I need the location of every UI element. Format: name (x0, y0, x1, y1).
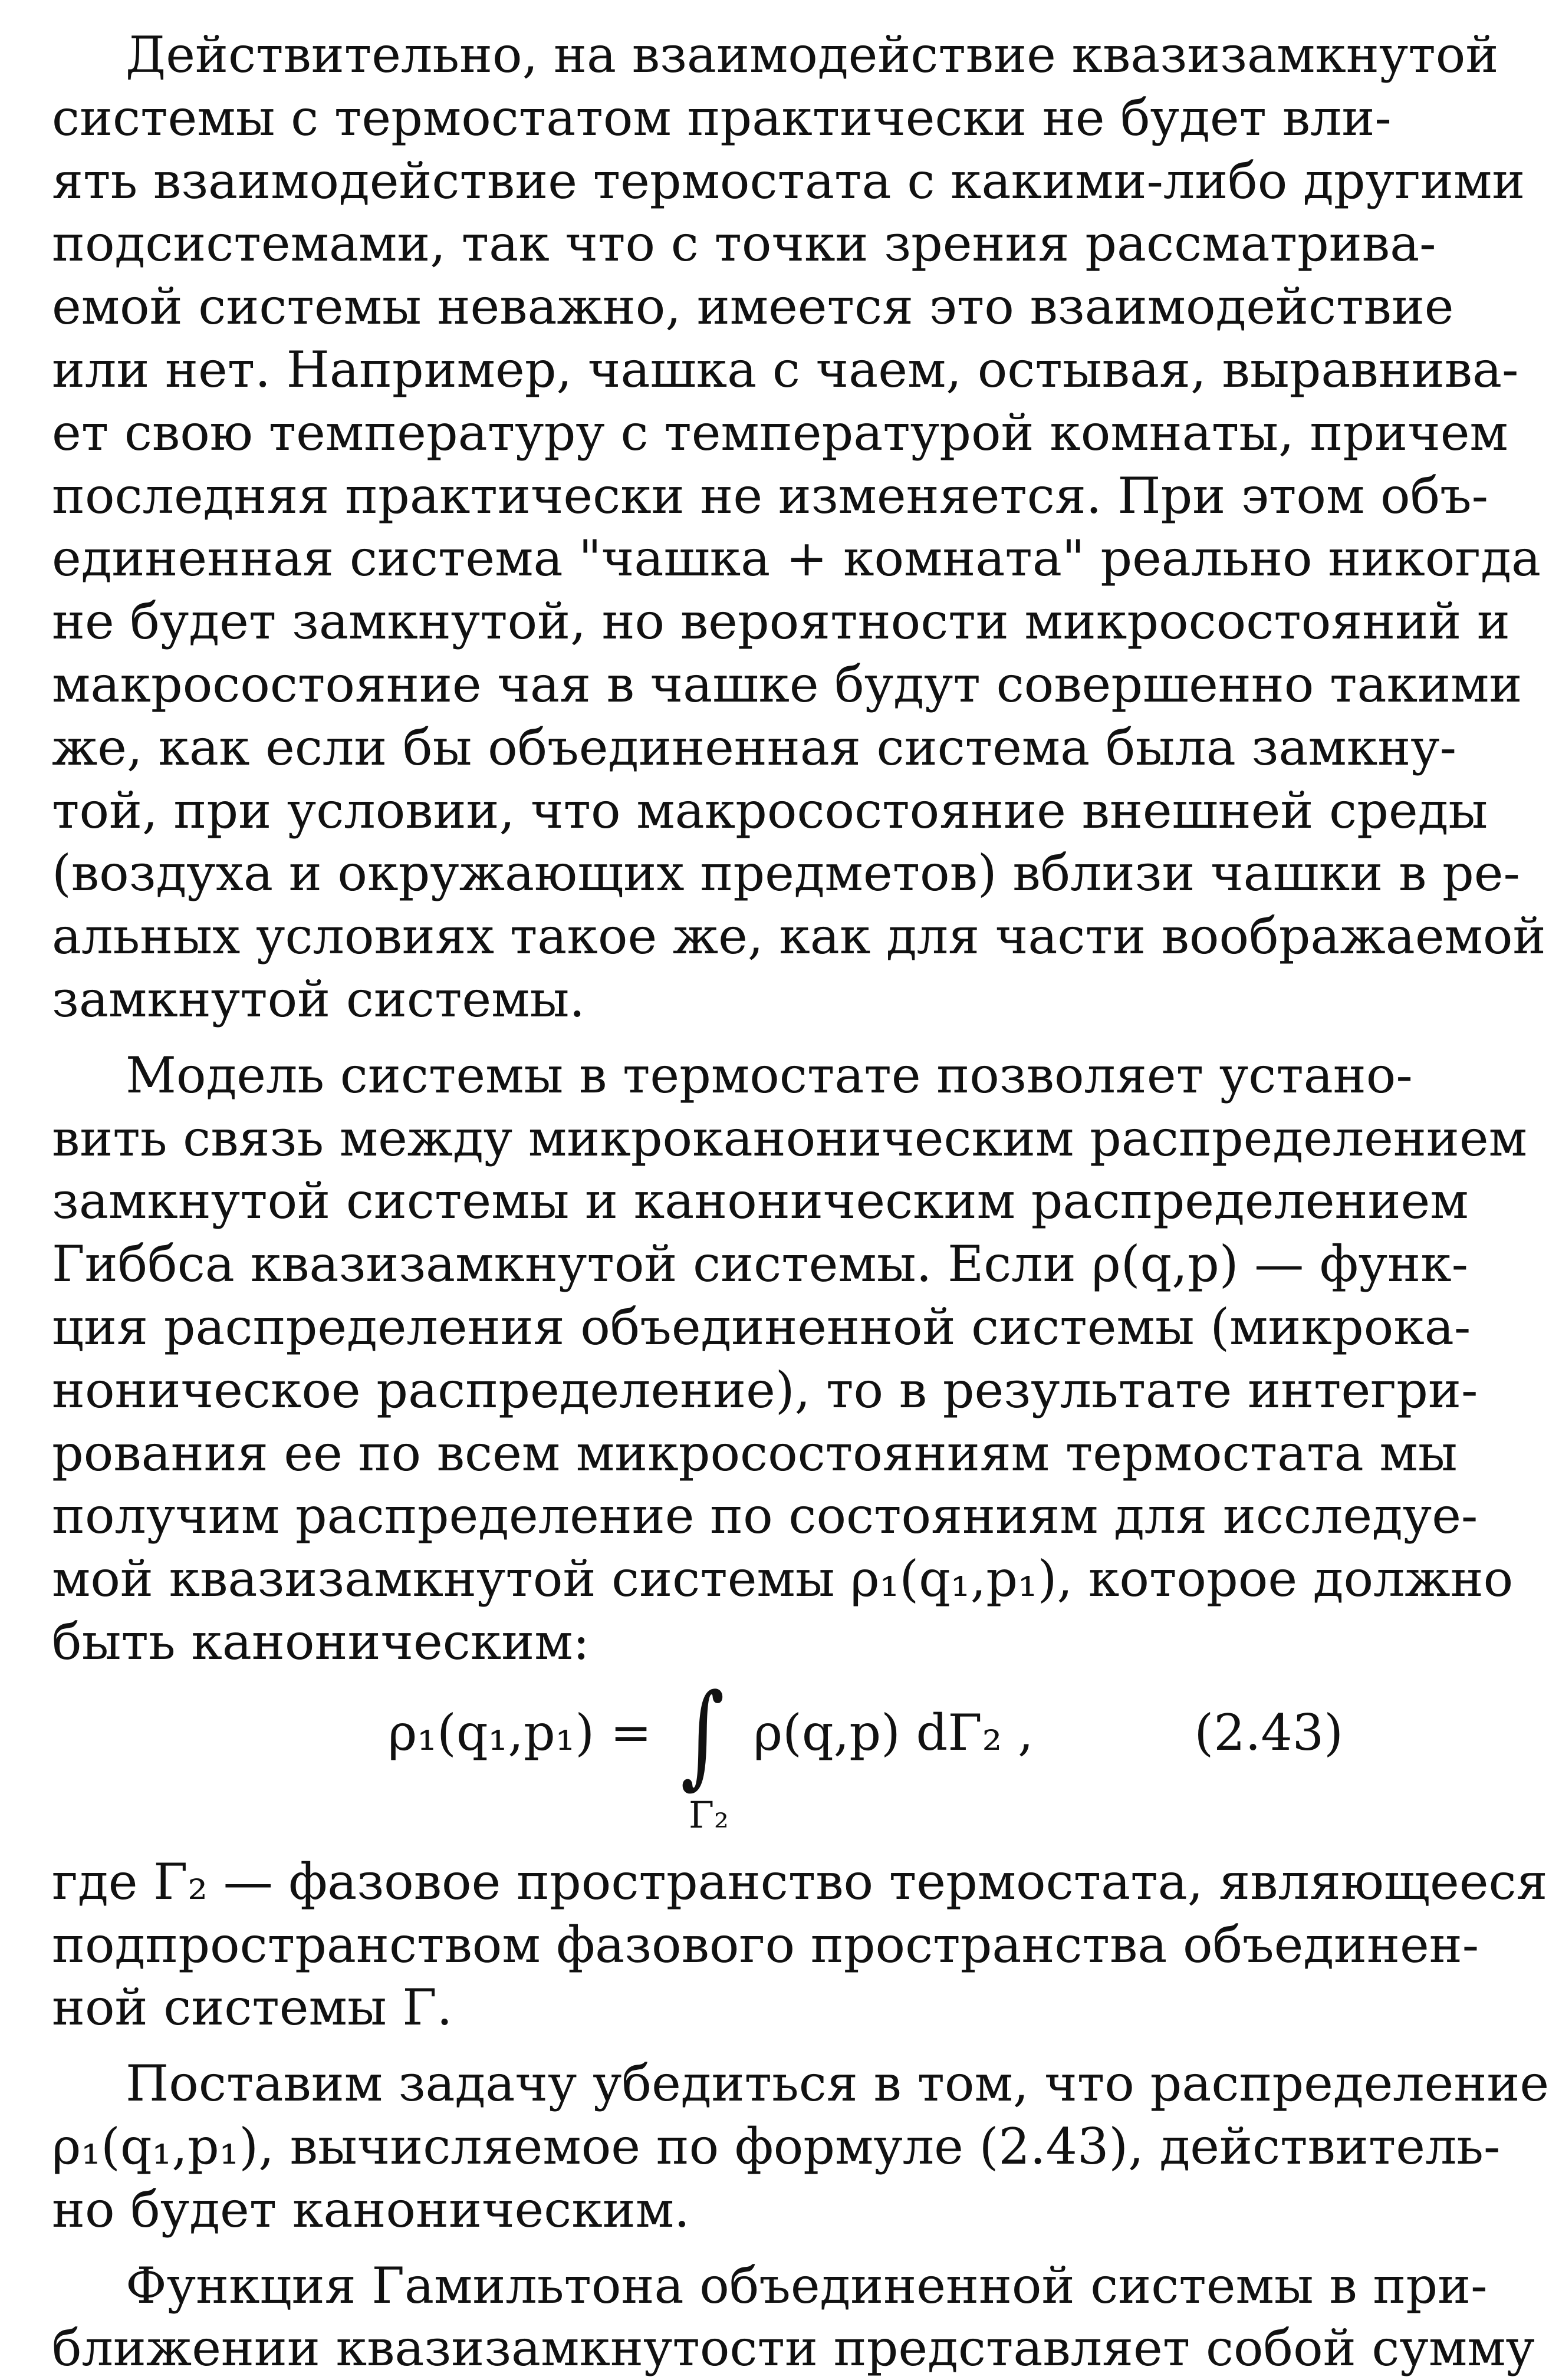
text-line: рования ее по всем микросостояниям термостата мы (52, 1422, 1343, 1485)
text-line: подсистемами, так что с точки зрения рассматрива- (52, 212, 1343, 275)
text-line: но будет каноническим. (52, 2178, 1343, 2241)
text-line: мой квазизамкнутой системы ρ₁(q₁,p₁), которое должно (52, 1548, 1343, 1611)
text-line: же, как если бы объединенная система была замкну- (52, 716, 1343, 779)
text-line: подпространством фазового пространства объединен- (52, 1914, 1343, 1977)
text-line: получим распределение по состояниям для исследуе- (52, 1484, 1343, 1548)
text-line: замкнутой системы. (52, 968, 1343, 1031)
equation-number: (2.43) (1194, 1697, 1343, 1768)
paragraph-1 (52, 24, 1343, 1031)
text-line: ять взаимодействие термостата с какими-либо другими (52, 150, 1343, 213)
paragraph-2 (52, 1044, 1343, 1674)
paragraph-3 (52, 1851, 1343, 2039)
text-line: макросостояние чая в чашке будут совершенно такими (52, 653, 1343, 716)
integral-lower-limit: Γ₂ (689, 1795, 729, 1836)
text-line: Поставим задачу убедиться в том, что распределение (52, 2052, 1343, 2115)
text-line: ция распределения объединенной системы (микрока- (52, 1296, 1343, 1359)
text-line: вить связь между микроканоническим распределением (52, 1107, 1343, 1170)
text-line: Гиббса квазизамкнутой системы. Если ρ(q,p) — функ- (52, 1233, 1343, 1296)
text-line: единенная система "чашка + комната" реально никогда (52, 527, 1343, 590)
text-line: ет свою температуру с температурой комнаты, причем (52, 401, 1343, 465)
text-line: емой системы неважно, имеется это взаимодействие (52, 275, 1343, 338)
formula-lhs: ρ₁(q₁,p₁) = (388, 1704, 652, 1762)
text-line: альных условиях такое же, как для части воображаемой (52, 905, 1343, 968)
text-line: ной системы Γ. (52, 1976, 1343, 2039)
paragraph-4 (52, 2052, 1343, 2241)
text-line: последняя практически не изменяется. При этом объ- (52, 465, 1343, 528)
document-page (52, 24, 1343, 2380)
text-line: быть каноническим: (52, 1611, 1343, 1674)
text-line: где Γ₂ — фазовое пространство термостата, являющееся (52, 1851, 1343, 1914)
text-line: замкнутой системы и каноническим распределением (52, 1170, 1343, 1233)
text-line: или нет. Например, чашка с чаем, остывая, выравнива- (52, 338, 1343, 401)
formula-body (388, 1697, 1034, 1770)
text-line: (воздуха и окружающих предметов) вблизи чашки в ре- (52, 842, 1343, 905)
text-line: Модель системы в термостате позволяет устано- (52, 1044, 1343, 1107)
formula-integrand: ρ(q,p) dΓ₂ , (754, 1704, 1034, 1762)
text-line: ноническое распределение), то в результате интегри- (52, 1359, 1343, 1422)
integral-sign: ∫ (680, 1700, 724, 1770)
text-line: той, при условии, что макросостояние внешней среды (52, 779, 1343, 842)
text-line: Функция Гамильтона объединенной системы в при- (52, 2254, 1343, 2318)
text-line: Действительно, на взаимодействие квазизамкнутой (52, 24, 1343, 87)
equation-2-43 (52, 1674, 1343, 1851)
text-line: ρ₁(q₁,p₁), вычисляемое по формуле (2.43), действитель- (52, 2115, 1343, 2178)
text-line: не будет замкнутой, но вероятности микросостояний и (52, 590, 1343, 653)
text-line: системы с термостатом практически не будет вли- (52, 87, 1343, 150)
paragraph-5 (52, 2254, 1343, 2380)
text-line: ближении квазизамкнутости представляет собой сумму (52, 2317, 1343, 2380)
